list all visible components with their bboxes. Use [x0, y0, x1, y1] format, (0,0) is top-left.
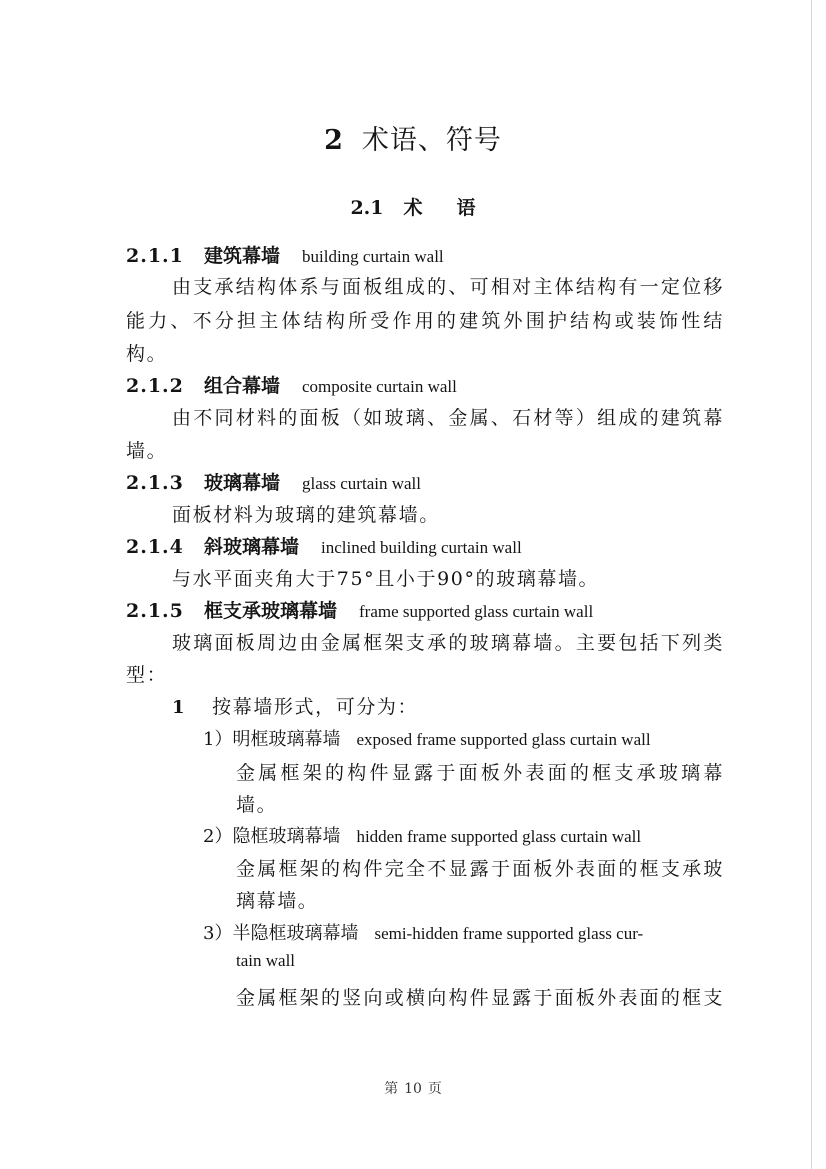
term-en: frame supported glass curtain wall [359, 602, 594, 621]
page-number-prefix: 第 [384, 1081, 399, 1097]
subitem-zh: 半隐框玻璃幕墙 [232, 923, 359, 944]
term-definition-line: 能力、不分担主体结构所受作用的建筑外围护结构或装饰性结 [126, 310, 724, 332]
term-code: 2.1.1 [126, 245, 184, 267]
term-definition-line: 玻璃面板周边由金属框架支承的玻璃幕墙。主要包括下列类 [172, 632, 724, 654]
term-code: 2.1.5 [126, 600, 184, 622]
term-zh: 玻璃幕墙 [204, 472, 281, 494]
subitem-definition-line: 金属框架的构件显露于面板外表面的框支承玻璃幕 [236, 762, 724, 784]
subitem-number: 1） [203, 729, 233, 750]
list-item-number: 1 [172, 697, 187, 718]
section-title-char-1: 术 [403, 197, 423, 219]
subitem-definition-line: 金属框架的构件完全不显露于面板外表面的框支承玻 [236, 858, 724, 880]
section-title [0, 193, 826, 220]
page-number-suffix: 页 [427, 1081, 442, 1097]
term-heading [126, 532, 522, 559]
chapter-title [0, 118, 826, 157]
term-en: inclined building curtain wall [321, 538, 522, 557]
term-definition-line: 墙。 [126, 440, 168, 462]
subitem-definition-line: 金属框架的竖向或横向构件显露于面板外表面的框支 [236, 987, 724, 1009]
term-heading [126, 371, 457, 398]
term-zh: 建筑幕墙 [204, 245, 281, 267]
term-heading [126, 468, 421, 495]
chapter-title-text: 术语、符号 [361, 125, 502, 156]
term-en: glass curtain wall [302, 474, 421, 493]
subitem-en: semi-hidden frame supported glass cur- [374, 924, 644, 943]
term-definition-line: 型： [126, 664, 168, 686]
page-number: 10 [404, 1081, 422, 1097]
term-definition-line: 面板材料为玻璃的建筑幕墙。 [172, 504, 440, 526]
page-edge-line [811, 0, 812, 1169]
term-definition-line: 由支承结构体系与面板组成的、可相对主体结构有一定位移 [172, 276, 724, 298]
subitem-en: hidden frame supported glass curtain wall [356, 827, 642, 846]
subitem-en-continued: tain wall [236, 951, 296, 970]
list-item-text: 按幕墙形式，可分为： [212, 696, 419, 718]
term-zh: 组合幕墙 [204, 375, 281, 397]
subitem-number: 2） [203, 826, 233, 847]
term-heading [126, 241, 444, 268]
term-zh: 斜玻璃幕墙 [204, 536, 300, 558]
term-definition-line: 构。 [126, 343, 168, 365]
term-definition-line: 由不同材料的面板（如玻璃、金属、石材等）组成的建筑幕 [172, 407, 724, 429]
list-item [172, 692, 418, 719]
term-zh: 框支承玻璃幕墙 [204, 600, 338, 622]
term-en: composite curtain wall [302, 377, 457, 396]
subitem-zh: 隐框玻璃幕墙 [232, 826, 341, 847]
subitem-zh: 明框玻璃幕墙 [232, 729, 341, 750]
subitem-number: 3） [203, 923, 233, 944]
term-en: building curtain wall [302, 247, 444, 266]
subitem-definition-line: 璃幕墙。 [236, 890, 319, 912]
subitem-definition-line: 墙。 [236, 794, 278, 816]
term-code: 2.1.2 [126, 375, 184, 397]
subitem-heading [203, 725, 651, 751]
section-title-char-2: 语 [456, 197, 476, 219]
subitem-en: exposed frame supported glass curtain wall [356, 730, 651, 749]
subitem-heading [203, 822, 641, 848]
page-footer [0, 1078, 826, 1098]
section-number: 2.1 [350, 197, 384, 219]
term-code: 2.1.3 [126, 472, 184, 494]
term-heading [126, 596, 593, 623]
term-code: 2.1.4 [126, 536, 184, 558]
term-definition-line: 与水平面夹角大于75°且小于90°的玻璃幕墙。 [172, 568, 600, 590]
subitem-heading [203, 919, 643, 945]
chapter-number: 2 [324, 125, 344, 156]
